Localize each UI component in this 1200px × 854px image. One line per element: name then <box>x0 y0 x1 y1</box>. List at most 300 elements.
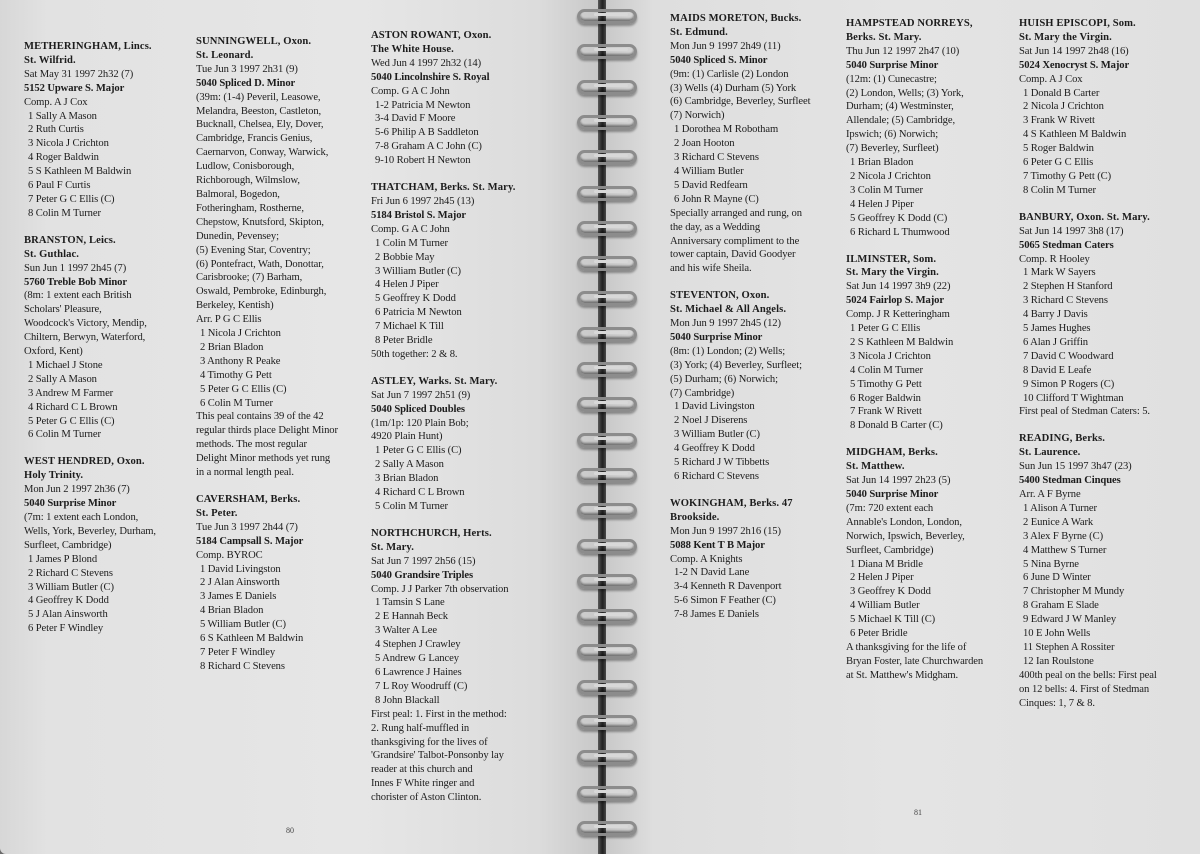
peal-detail: (8m: (1) London; (2) Wells; <box>670 345 786 357</box>
binding-ring <box>577 750 637 765</box>
peal-detail: Scholars' Pleasure, <box>24 304 102 316</box>
peal-detail: (5) Evening Star, Coventry; <box>196 244 311 256</box>
ringer-line: 7 Peter F Windley <box>200 646 276 658</box>
ringer-line: 5 David Redfearn <box>674 179 748 191</box>
peal-detail: 50th together: 2 & 8. <box>371 348 458 360</box>
peal-record <box>371 29 546 168</box>
ringer-line: 3 William Butler (C) <box>375 265 461 277</box>
ringer-line: 4 Matthew S Turner <box>1023 544 1107 556</box>
ringer-line: 4 Barry J Davis <box>1023 309 1088 321</box>
ringer-line: 1 Peter G C Ellis <box>850 323 921 335</box>
ringer-line: 8 David E Leafe <box>1023 364 1092 376</box>
ringer-line: 1 Mark W Sayers <box>1023 267 1096 279</box>
peal-detail: Dunedin, Pevensey; <box>196 230 279 242</box>
peal-detail: on 12 bells: 4. First of Stedman <box>1019 683 1150 695</box>
ringer-line: 1 Donald B Carter <box>1023 87 1100 99</box>
ringer-line: 2 Nicola J Crichton <box>1023 101 1104 113</box>
ringer-line: 4 Stephen J Crawley <box>375 639 461 651</box>
peal-detail: (7m: 720 extent each <box>846 502 934 514</box>
ringer-line: 1 Sally A Mason <box>28 110 97 122</box>
peal-detail: the day, as a Wedding <box>670 221 761 233</box>
peal-detail: Comp. A Knights <box>670 553 743 565</box>
ringer-line: 5 J Alan Ainsworth <box>28 609 108 621</box>
peal-heading: ASTON ROWANT, Oxon. <box>371 30 492 41</box>
peal-detail: Sat May 31 1997 2h32 (7) <box>24 68 134 80</box>
peal-heading: St. Matthew. <box>846 461 905 473</box>
peal-detail: Specially arranged and rung, on <box>670 207 802 219</box>
peal-detail: This peal contains 39 of the 42 <box>196 411 324 423</box>
peal-heading: SUNNINGWELL, Oxon. <box>196 36 312 47</box>
peal-detail: (39m: (1-4) Peveril, Leasowe, <box>196 91 321 103</box>
peal-detail: (7) Beverley, Surfleet) <box>846 143 939 155</box>
ringer-line: 2 Eunice A Wark <box>1023 516 1094 528</box>
binding-ring <box>577 115 637 130</box>
ringer-line: 5-6 Philip A B Saddleton <box>375 127 479 139</box>
peal-heading: HUISH EPISCOPI, Som. <box>1019 18 1136 29</box>
binding-ring <box>577 539 637 554</box>
peal-heading: St. Mary. <box>371 541 414 553</box>
ringer-line: 3 Brian Bladon <box>375 473 439 485</box>
ringer-line: 1 Colin M Turner <box>375 237 448 249</box>
ringer-line: 4 S Kathleen M Baldwin <box>1023 129 1127 141</box>
ringer-line: 8 Peter Bridle <box>375 335 433 347</box>
ringer-line: 4 Timothy G Pett <box>200 369 272 381</box>
peal-detail: Mon Jun 9 1997 2h16 (15) <box>670 525 781 537</box>
peal-detail: Ludlow, Conisborough, <box>196 161 295 173</box>
ringer-line: 5 Roger Baldwin <box>1023 143 1094 155</box>
ringer-line: 3 William Butler (C) <box>28 581 114 593</box>
peal-detail: Bryan Foster, late Churchwarden <box>846 655 984 667</box>
peal-heading: St. Peter. <box>196 507 238 519</box>
peal-method: 5040 Surprise Minor <box>24 498 117 510</box>
peal-detail: in a normal length peal. <box>196 467 294 479</box>
peal-heading: BRANSTON, Leics. <box>24 234 116 246</box>
ringer-line: 6 S Kathleen M Baldwin <box>200 633 304 645</box>
binding-ring <box>577 680 637 695</box>
peal-detail: A thanksgiving for the life of <box>846 641 967 653</box>
peal-heading: METHERINGHAM, Lincs. <box>24 41 152 52</box>
peal-detail: Thu Jun 12 1997 2h47 (10) <box>846 45 960 57</box>
peal-heading: The White House. <box>371 43 454 55</box>
peal-method: 5040 Spliced Doubles <box>371 403 465 415</box>
ringer-line: 1 David Livingston <box>200 563 281 575</box>
ringer-line: 3 Alex F Byrne (C) <box>1023 530 1104 542</box>
binding-ring <box>577 574 637 589</box>
ringer-line: 5 S Kathleen M Baldwin <box>28 166 132 178</box>
binding-ring <box>577 9 637 24</box>
ringer-line: 3 Richard C Stevens <box>1023 295 1108 307</box>
ringer-line: 2 Ruth Curtis <box>28 124 84 136</box>
peal-method: 5152 Upware S. Major <box>24 82 125 94</box>
peal-detail: Oxford, Kent) <box>24 346 83 358</box>
peal-detail: (5) Durham; (6) Norwich; <box>670 373 778 385</box>
ringer-line: 2 Nicola J Crichton <box>850 170 931 182</box>
peal-detail: Bucknall, Chelsea, Ely, Dover, <box>196 119 324 131</box>
peal-heading: NORTHCHURCH, Herts. <box>371 527 492 539</box>
peal-detail: Comp. A J Cox <box>1019 73 1083 85</box>
peal-record <box>1019 432 1194 710</box>
ringer-line: 10 E John Wells <box>1023 628 1091 640</box>
ringer-line: 6 June D Winter <box>1023 572 1091 584</box>
ringer-line: 1-2 N David Lane <box>674 567 750 579</box>
peal-detail: thanksgiving for the lives of <box>371 736 488 748</box>
ringer-line: 3 Nicola J Crichton <box>28 138 109 150</box>
ringer-line: 5 Andrew G Lancey <box>375 653 459 665</box>
peal-method: 5024 Fairlop S. Major <box>846 295 944 307</box>
ringer-line: 5 Nina Byrne <box>1023 558 1079 570</box>
right-page <box>606 0 1200 854</box>
ringer-line: 6 Peter Bridle <box>850 628 908 640</box>
peal-method: 5040 Lincolnshire S. Royal <box>371 71 490 83</box>
binding-ring <box>577 397 637 412</box>
ringer-line: 7 Frank W Rivett <box>850 406 922 418</box>
binding-ring <box>577 186 637 201</box>
ringer-line: 6 Richard L Thumwood <box>850 226 950 238</box>
peal-heading: St. Mary the Virgin. <box>846 267 939 279</box>
peal-detail: First peal of Stedman Caters: 5. <box>1019 406 1150 418</box>
ringer-line: 6 John R Mayne (C) <box>674 193 759 205</box>
binding-ring <box>577 786 637 801</box>
peal-detail: Comp. A J Cox <box>24 96 88 108</box>
ringer-line: 6 Alan J Griffin <box>1023 336 1088 348</box>
peal-detail: Sat Jun 14 1997 3h8 (17) <box>1019 225 1124 237</box>
ringer-line: 2 Noel J Diserens <box>674 415 748 427</box>
peal-detail: Comp. J J Parker 7th observation <box>371 583 509 595</box>
ringer-line: 7 Timothy G Pett (C) <box>1023 170 1112 182</box>
right-col-2 <box>846 17 1021 696</box>
ringer-line: 2 S Kathleen M Baldwin <box>850 336 954 348</box>
ringer-line: 8 John Blackall <box>375 694 440 706</box>
ringer-line: 4 Brian Bladon <box>200 605 264 617</box>
left-page <box>0 0 598 854</box>
peal-heading: WOKINGHAM, Berks. 47 <box>670 497 793 509</box>
ringer-line: 4 William Butler <box>674 165 744 177</box>
peal-record <box>24 234 199 443</box>
ringer-line: 7 David C Woodward <box>1023 350 1114 362</box>
peal-detail: Comp. BYROC <box>196 549 263 561</box>
ringer-line: 7-8 Graham A C John (C) <box>375 141 482 153</box>
peal-heading: WEST HENDRED, Oxon. <box>24 456 145 468</box>
ringer-line: 11 Stephen A Rossiter <box>1023 641 1115 653</box>
ringer-line: 8 Donald B Carter (C) <box>850 420 943 432</box>
peal-detail: Chepstow, Knutsford, Skipton, <box>196 216 324 228</box>
peal-heading: Brookside. <box>670 511 720 523</box>
binding-ring <box>577 644 637 659</box>
left-col-3 <box>371 29 546 818</box>
ringer-line: 5-6 Simon F Feather (C) <box>674 595 776 607</box>
ringer-line: 5 Timothy G Pett <box>850 378 922 390</box>
peal-record <box>846 446 1021 682</box>
peal-detail: Sat Jun 14 1997 2h48 (16) <box>1019 45 1129 57</box>
peal-detail: reader at this church and <box>371 764 473 776</box>
peal-heading: MIDGHAM, Berks. <box>846 447 938 459</box>
peal-record <box>670 497 845 622</box>
peal-detail: Comp. J R Ketteringham <box>846 309 950 321</box>
ringer-line: 5 Colin M Turner <box>375 501 448 512</box>
peal-detail: (12m: (1) Cunecastre; <box>846 73 937 85</box>
peal-method: 5760 Treble Bob Minor <box>24 276 127 288</box>
ringer-line: 4 Roger Baldwin <box>28 152 99 164</box>
peal-heading: THATCHAM, Berks. St. Mary. <box>371 182 516 194</box>
peal-detail: Sun Jun 15 1997 3h47 (23) <box>1019 461 1132 473</box>
ringer-line: 4 Helen J Piper <box>850 198 914 210</box>
ringer-line: 7 Michael K Till <box>375 321 444 333</box>
peal-detail: Delight Minor methods yet rung <box>196 453 331 465</box>
peal-record <box>670 289 845 484</box>
binding-ring <box>577 221 637 236</box>
peal-record <box>371 375 546 514</box>
peal-method: 5400 Stedman Cinques <box>1019 475 1121 487</box>
left-col-2 <box>196 35 371 687</box>
peal-record <box>371 181 546 362</box>
peal-heading: St. Leonard. <box>196 49 254 61</box>
peal-method: 5024 Xenocryst S. Major <box>1019 59 1130 71</box>
ringer-line: 12 Ian Roulstone <box>1023 655 1094 667</box>
peal-method: 5184 Bristol S. Major <box>371 209 466 221</box>
ringer-line: 1 David Livingston <box>674 401 755 413</box>
ringer-line: 5 Richard J W Tibbetts <box>674 457 770 469</box>
ringer-line: 5 Geoffrey K Dodd (C) <box>850 212 948 224</box>
binding-ring <box>577 821 637 836</box>
peal-detail: (6) Pontefract, Wath, Donottar, <box>196 258 324 270</box>
ringer-line: 1 Diana M Bridle <box>850 558 923 570</box>
ringer-line: 9 Edward J W Manley <box>1023 614 1117 626</box>
peal-detail: (9m: (1) Carlisle (2) London <box>670 68 789 80</box>
peal-detail: Innes F White ringer and <box>371 778 475 790</box>
peal-detail: Tue Jun 3 1997 2h44 (7) <box>196 521 298 533</box>
peal-method: 5040 Spliced S. Minor <box>670 54 768 66</box>
peal-heading: ASTLEY, Warks. St. Mary. <box>371 375 498 387</box>
peal-detail: Cambridge, Francis Genius, <box>196 133 313 145</box>
ringer-line: 6 Patricia M Newton <box>375 307 462 319</box>
peal-record <box>24 455 199 636</box>
ringer-line: 9-10 Robert H Newton <box>375 155 471 167</box>
peal-detail: methods. The most regular <box>196 439 307 451</box>
peal-detail: (1m/1p: 120 Plain Bob; <box>371 417 469 429</box>
peal-detail: Oswald, Pembroke, Edinburgh, <box>196 286 327 298</box>
page-number-left: 80 <box>286 826 294 835</box>
peal-heading: St. Mary the Virgin. <box>1019 31 1112 43</box>
peal-detail: (3) Wells (4) Durham (5) York <box>670 82 797 94</box>
peal-detail: Carisbrooke; (7) Barham, <box>196 272 303 284</box>
ringer-line: 3 Walter A Lee <box>375 625 437 637</box>
peal-heading: St. Guthlac. <box>24 248 80 260</box>
peal-method: 5040 Surprise Minor <box>670 331 763 343</box>
ringer-line: 2 J Alan Ainsworth <box>200 577 280 589</box>
peal-detail: Woodcock's Victory, Mendip, <box>24 318 147 330</box>
peal-record <box>371 527 546 805</box>
peal-detail: Comp. G A C John <box>371 223 450 235</box>
peal-detail: Annable's London, London, <box>846 516 962 528</box>
peal-detail: Mon Jun 9 1997 2h45 (12) <box>670 318 781 330</box>
peal-detail: Sat Jun 7 1997 2h56 (15) <box>371 555 476 567</box>
ringer-line: 6 Colin M Turner <box>200 397 273 409</box>
peal-detail: First peal: 1. First in the method: <box>371 708 507 720</box>
peal-record <box>846 253 1021 434</box>
peal-record <box>1019 17 1194 198</box>
ringer-line: 3-4 Kenneth R Davenport <box>674 581 782 593</box>
ringer-line: 5 William Butler (C) <box>200 619 286 631</box>
ringer-line: 6 Colin M Turner <box>28 429 101 441</box>
peal-method: 5065 Stedman Caters <box>1019 239 1114 251</box>
peal-detail: Comp. R Hooley <box>1019 253 1090 265</box>
ringer-line: 4 William Butler <box>850 600 920 612</box>
ringer-line: 1 Tamsin S Lane <box>375 597 445 609</box>
binding-ring <box>577 44 637 59</box>
peal-heading: St. Edmund. <box>670 26 728 38</box>
peal-detail: Fotheringham, Rostherne, <box>196 202 304 214</box>
peal-record <box>24 40 199 221</box>
ringer-line: 1 Peter G C Ellis (C) <box>375 445 462 457</box>
ringer-line: 3 Nicola J Crichton <box>850 350 931 362</box>
peal-detail: 'Grandsire' Talbot-Ponsonby lay <box>371 750 504 762</box>
ringer-line: 3 William Butler (C) <box>674 429 760 441</box>
ringer-line: 3 Anthony R Peake <box>200 355 281 367</box>
peal-detail: Sat Jun 14 1997 3h9 (22) <box>846 281 951 293</box>
peal-detail: 4920 Plain Hunt) <box>371 431 443 443</box>
peal-detail: Wed Jun 4 1997 2h32 (14) <box>371 57 482 69</box>
ringer-line: 3 Geoffrey K Dodd <box>850 586 931 598</box>
peal-detail: and his wife Sheila. <box>670 263 752 275</box>
peal-detail: Mon Jun 9 1997 2h49 (11) <box>670 40 781 52</box>
ringer-line: 1-2 Patricia M Newton <box>375 99 471 111</box>
ringer-line: 3 Andrew M Farmer <box>28 387 114 399</box>
ringer-line: 7 L Roy Woodruff (C) <box>375 680 468 692</box>
peal-detail: Surfleet, Cambridge) <box>846 544 934 556</box>
peal-heading: MAIDS MORETON, Bucks. <box>670 13 802 24</box>
peal-method: 5040 Grandsire Triples <box>371 569 473 581</box>
ringer-line: 2 Bobbie May <box>375 251 435 263</box>
peal-detail: (2) London, Wells; (3) York, <box>846 87 964 99</box>
ringer-line: 6 Roger Baldwin <box>850 392 921 404</box>
peal-detail: Cinques: 1, 7 & 8. <box>1019 697 1095 709</box>
ringer-line: 7-8 James E Daniels <box>674 609 759 621</box>
peal-method: 5040 Surprise Minor <box>846 489 939 500</box>
peal-heading: READING, Berks. <box>1019 433 1105 445</box>
peal-heading: ILMINSTER, Som. <box>846 253 937 265</box>
ringer-line: 4 Colin M Turner <box>850 364 923 376</box>
ringer-line: 1 Alison A Turner <box>1023 502 1097 514</box>
ringer-line: 2 E Hannah Beck <box>375 611 448 623</box>
peal-method: 5088 Kent T B Major <box>670 539 765 551</box>
ringer-line: 2 Richard C Stevens <box>28 567 113 579</box>
binding-ring <box>577 468 637 483</box>
ringer-line: 8 Richard C Stevens <box>200 660 285 672</box>
peal-detail: (7) Cambridge) <box>670 387 735 399</box>
peal-detail: Sat Jun 7 1997 2h51 (9) <box>371 389 471 401</box>
right-col-1 <box>670 12 845 635</box>
ringer-line: 2 Joan Hooton <box>674 138 735 150</box>
ringer-line: 2 Stephen H Stanford <box>1023 281 1113 293</box>
ringer-line: 4 Geoffrey K Dodd <box>674 443 755 455</box>
ringer-line: 1 Dorothea M Robotham <box>674 124 779 136</box>
peal-heading: STEVENTON, Oxon. <box>670 290 770 302</box>
ringer-line: 3 Richard C Stevens <box>674 152 759 164</box>
peal-detail: Melandra, Beeston, Castleton, <box>196 105 322 117</box>
ringer-line: 2 Helen J Piper <box>850 572 914 584</box>
peal-detail: (8m: 1 extent each British <box>24 290 132 302</box>
peal-detail: Ipswich; (6) Norwich; <box>846 129 939 141</box>
ringer-line: 4 Geoffrey K Dodd <box>28 595 109 607</box>
peal-detail: 400th peal on the bells: First peal <box>1019 669 1157 681</box>
peal-detail: Arr. A F Byrne <box>1019 489 1081 500</box>
peal-detail: Arr. P G C Ellis <box>196 314 262 326</box>
peal-detail: regular thirds place Delight Minor <box>196 425 338 437</box>
ringer-line: 3 Frank W Rivett <box>1023 115 1095 127</box>
ringer-line: 8 Colin M Turner <box>1023 184 1096 196</box>
peal-method: 5184 Campsall S. Major <box>196 535 304 547</box>
ringer-line: 6 Peter F Windley <box>28 623 104 635</box>
peal-record <box>196 35 371 480</box>
peal-detail: Comp. G A C John <box>371 85 450 97</box>
ringer-line: 4 Richard C L Brown <box>375 487 465 499</box>
peal-detail: (6) Cambridge, Beverley, Surfleet <box>670 96 811 108</box>
peal-detail: chorister of Aston Clinton. <box>371 792 482 804</box>
right-col-3 <box>1019 17 1194 724</box>
peal-method: 5040 Spliced D. Minor <box>196 77 296 89</box>
ringer-line: 10 Clifford T Wightman <box>1023 392 1124 404</box>
ringer-line: 7 Christopher M Mundy <box>1023 586 1125 598</box>
peal-detail: Wells, York, Beverley, Durham, <box>24 525 156 537</box>
binding-ring <box>577 433 637 448</box>
peal-detail: Richborough, Wilmslow, <box>196 175 300 187</box>
ringer-line: 9 Simon P Rogers (C) <box>1023 378 1115 390</box>
binding-ring <box>577 503 637 518</box>
peal-heading: St. Michael & All Angels. <box>670 304 787 316</box>
peal-heading: Holy Trinity. <box>24 470 84 482</box>
ringer-line: 5 Michael K Till (C) <box>850 614 936 626</box>
peal-heading: Berks. St. Mary. <box>846 31 922 43</box>
peal-detail: Balmoral, Bogedon, <box>196 188 280 200</box>
peal-method: 5040 Surprise Minor <box>846 59 939 71</box>
ringer-line: 1 Michael J Stone <box>28 359 103 371</box>
ringer-line: 1 Nicola J Crichton <box>200 328 281 340</box>
ringer-line: 2 Sally A Mason <box>375 459 444 471</box>
peal-detail: Caernarvon, Conway, Warwick, <box>196 147 329 159</box>
ringer-line: 5 Peter G C Ellis (C) <box>200 383 287 395</box>
peal-detail: Berkeley, Kentish) <box>196 300 274 312</box>
peal-detail: Sun Jun 1 1997 2h45 (7) <box>24 262 127 274</box>
peal-detail: (7) Norwich) <box>670 110 725 122</box>
binding-ring <box>577 291 637 306</box>
peal-detail: Norwich, Ipswich, Beverley, <box>846 530 965 542</box>
peal-heading: St. Laurence. <box>1019 447 1081 459</box>
ringer-line: 1 James P Blond <box>28 553 98 565</box>
ringer-line: 4 Helen J Piper <box>375 279 439 291</box>
peal-heading: BANBURY, Oxon. St. Mary. <box>1019 211 1150 223</box>
peal-detail: Durham; (4) Westminster, <box>846 101 954 113</box>
ringer-line: 3 James E Daniels <box>200 591 277 603</box>
peal-detail: (7m: 1 extent each London, <box>24 512 139 523</box>
binding-ring <box>577 256 637 271</box>
peal-detail: Allendale; (5) Cambridge, <box>846 115 955 127</box>
peal-detail: (3) York; (4) Beverley, Surfleet; <box>670 359 802 371</box>
ringer-line: 3-4 David F Moore <box>375 113 456 125</box>
peal-detail: Sat Jun 14 1997 2h23 (5) <box>846 475 951 487</box>
ringer-line: 6 Peter G C Ellis <box>1023 157 1094 169</box>
left-col-1 <box>24 40 199 649</box>
peal-detail: Anniversary compliment to the <box>670 235 800 247</box>
binding-ring <box>577 715 637 730</box>
peal-detail: tower captain, David Goodyer <box>670 249 796 261</box>
ringer-line: 2 Sally A Mason <box>28 373 97 385</box>
page-number-right: 81 <box>914 808 922 817</box>
binding-ring <box>577 150 637 165</box>
ringer-line: 3 Colin M Turner <box>850 184 923 196</box>
peal-detail: Fri Jun 6 1997 2h45 (13) <box>371 195 475 207</box>
peal-record <box>196 493 371 674</box>
ringer-line: 7 Peter G C Ellis (C) <box>28 193 115 205</box>
